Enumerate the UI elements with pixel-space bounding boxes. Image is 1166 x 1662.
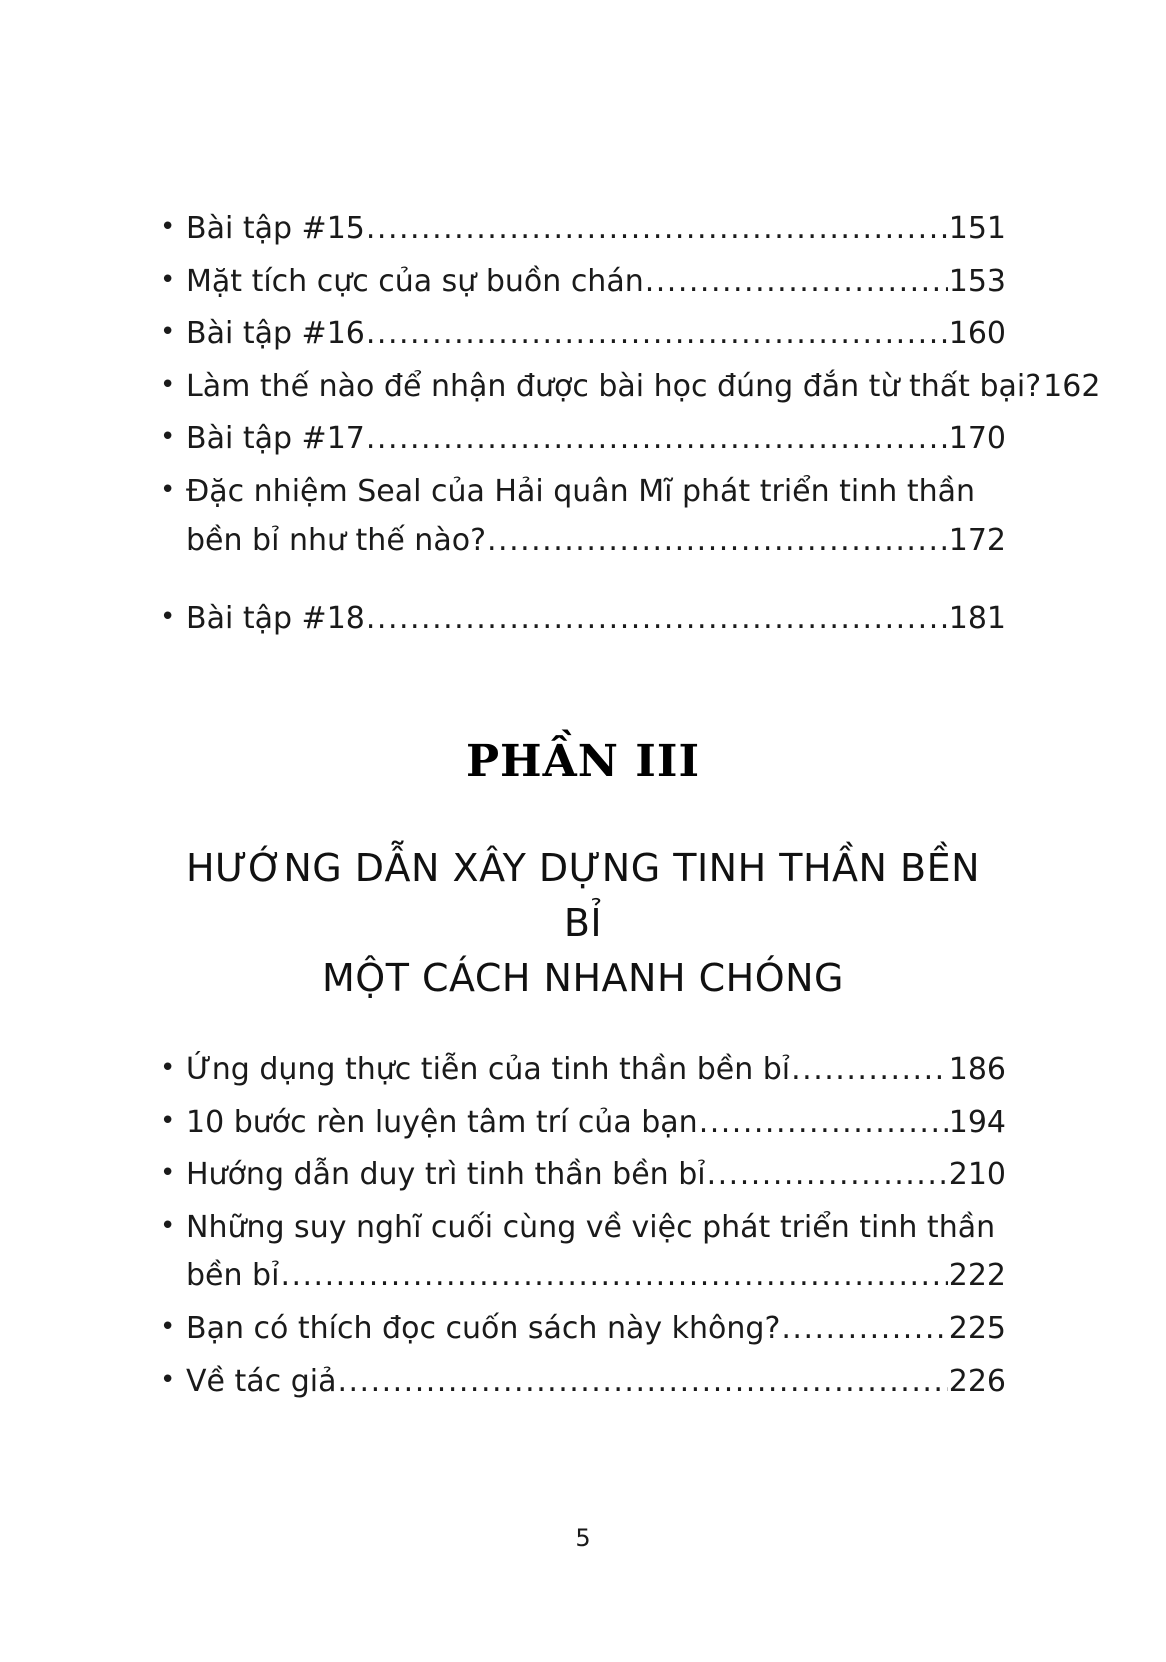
part-title-line-1: HƯỚNG DẪN XÂY DỰNG TINH THẦN BỀN BỈ (185, 845, 981, 945)
toc-entry-page: 162 (1043, 368, 1101, 404)
toc-entry (186, 1204, 1006, 1301)
toc-entry (186, 595, 1006, 644)
toc-entry (186, 310, 1006, 359)
list-item[interactable] (160, 1204, 1006, 1301)
toc-entry-page: 225 (948, 1311, 1006, 1346)
toc-entry-title: 10 bước rèn luyện tâm trí của bạn (186, 1104, 698, 1140)
list-item[interactable] (160, 1099, 1006, 1148)
toc-entry (186, 1099, 1006, 1148)
bullet-icon: • (160, 1105, 176, 1136)
leader-dots (366, 205, 948, 254)
toc-entry-page: 172 (948, 522, 1006, 558)
toc-entry (186, 258, 1006, 307)
list-item[interactable] (160, 1358, 1006, 1407)
toc-entry (186, 1358, 1006, 1407)
list-item[interactable] (160, 205, 1006, 254)
bullet-icon: • (160, 317, 176, 348)
leader-dots (707, 1151, 948, 1200)
toc-entry-title: Bài tập #17 (186, 421, 365, 457)
list-item[interactable] (160, 1305, 1006, 1354)
leader-dots (781, 1305, 947, 1354)
list-item[interactable] (160, 258, 1006, 307)
leader-dots (487, 517, 948, 566)
bullet-icon: • (160, 369, 176, 400)
toc-list-part-three (160, 1046, 1006, 1406)
bullet-icon: • (160, 1364, 176, 1395)
leader-dots (337, 1358, 947, 1407)
part-heading-block (160, 736, 1006, 1006)
list-item[interactable] (160, 468, 1006, 565)
page-number: 5 (575, 1524, 591, 1552)
toc-entry-title: Bạn có thích đọc cuốn sách này không? (186, 1311, 781, 1346)
toc-entry-page: 222 (948, 1258, 1006, 1294)
toc-entry-page: 194 (948, 1104, 1006, 1140)
part-title-line-2: MỘT CÁCH NHANH CHÓNG (322, 955, 844, 1000)
toc-entry-title: Bài tập #18 (186, 601, 365, 637)
toc-entry-page: 153 (948, 263, 1006, 299)
toc-entry-title: Về tác giả (186, 1363, 337, 1399)
toc-entry-title: Đặc nhiệm Seal của Hải quân Mĩ phát triển tinh thần (186, 473, 975, 509)
bullet-icon: • (160, 602, 176, 633)
part-label: PHẦN III (465, 735, 701, 787)
toc-entry-title-continued: bền bỉ như thế nào? (186, 522, 486, 558)
leader-dots (280, 1252, 947, 1301)
toc-entry-title-continued: bền bỉ (186, 1258, 280, 1294)
toc-entry-page: 210 (948, 1157, 1006, 1193)
bullet-icon: • (160, 1210, 176, 1241)
toc-entry (186, 468, 1006, 565)
bullet-icon: • (160, 1312, 176, 1342)
leader-dots (645, 258, 948, 307)
toc-entry-title: Mặt tích cực của sự buồn chán (186, 263, 644, 299)
leader-dots (366, 310, 948, 359)
toc-entry-title: Hướng dẫn duy trì tinh thần bền bỉ (186, 1157, 706, 1193)
toc-entry (186, 363, 1101, 412)
bullet-icon: • (160, 474, 176, 505)
toc-entry-title: Những suy nghĩ cuối cùng về việc phát triển tinh thần (186, 1209, 996, 1245)
bullet-icon: • (160, 212, 176, 242)
list-item[interactable] (160, 595, 1006, 644)
toc-entry-title: Bài tập #15 (186, 211, 365, 246)
toc-entry-page: 186 (948, 1052, 1006, 1088)
bullet-icon: • (160, 1158, 176, 1189)
toc-entry-page: 181 (948, 601, 1006, 637)
list-item[interactable] (160, 363, 1101, 412)
bullet-icon: • (160, 264, 176, 295)
list-item[interactable] (160, 1046, 1006, 1095)
toc-entry (186, 415, 1006, 464)
toc-entry (186, 205, 1006, 254)
toc-list-part-two-tail (160, 205, 1101, 644)
leader-dots (366, 415, 948, 464)
toc-entry-title: Bài tập #16 (186, 316, 365, 352)
toc-entry-title: Làm thế nào để nhận được bài học đúng đắn từ thất bại? (186, 368, 1042, 404)
list-item[interactable] (160, 1151, 1006, 1200)
toc-entry (186, 1151, 1006, 1200)
toc-entry-title: Ứng dụng thực tiễn của tinh thần bền bỉ (186, 1052, 791, 1088)
list-item[interactable] (160, 310, 1006, 359)
toc-entry (186, 1305, 1006, 1354)
toc-entry-page: 226 (948, 1363, 1006, 1399)
toc-entry (186, 1046, 1006, 1095)
leader-dots (366, 595, 948, 644)
leader-dots (791, 1046, 948, 1095)
bullet-icon: • (160, 1053, 176, 1084)
leader-dots (699, 1099, 948, 1148)
toc-entry-page: 160 (948, 316, 1006, 352)
bullet-icon: • (160, 422, 176, 453)
list-item[interactable] (160, 415, 1006, 464)
toc-entry-page: 170 (948, 421, 1006, 457)
part-title (173, 841, 993, 1006)
toc-entry-page: 151 (948, 211, 1006, 246)
